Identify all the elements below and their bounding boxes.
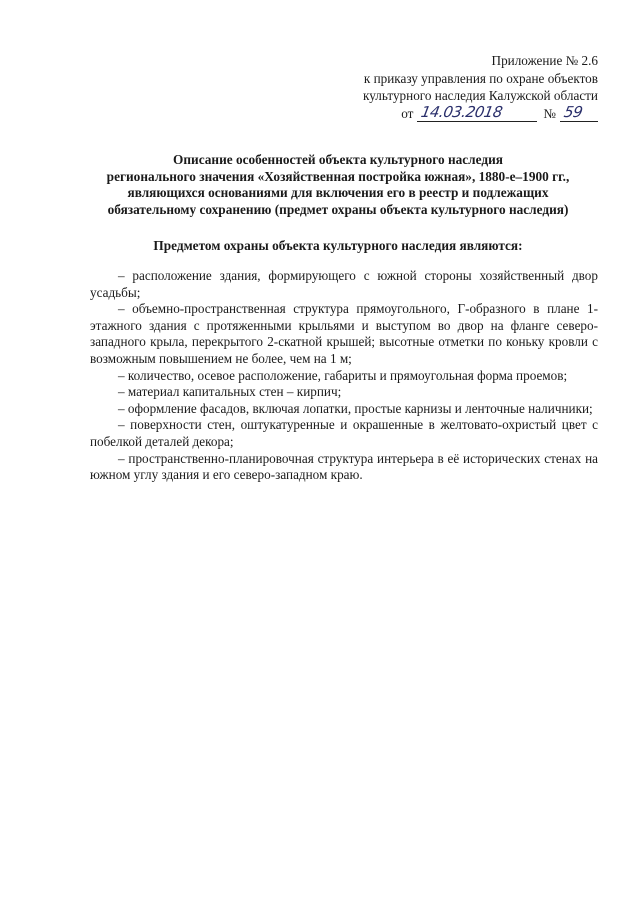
appendix-header: [330, 52, 598, 122]
number-prefix: №: [543, 105, 556, 121]
document-title: [80, 152, 596, 218]
date-blank: [417, 102, 537, 122]
title-line-1: Описание особенностей объекта культурного наследия: [173, 152, 503, 167]
list-item: – оформление фасадов, включая лопатки, простые карнизы и ленточные наличники;: [118, 400, 593, 416]
title-line-4: обязательному сохранению (предмет охраны объекта культурного наследия): [107, 201, 569, 217]
list-item: – объемно-пространственная структура прямоугольного, Г-образного в плане 1-этажного здания с протяженными крыльями и выступом во двор на фланге северо-западного крыла, перекрытого 2-скатной крышей; высотные отметки по коньку кровли с возможным повышением не более, чем на 1 м;: [90, 301, 598, 366]
date-number-line: [330, 102, 598, 123]
list-item: – материал капитальных стен – кирпич;: [118, 384, 342, 400]
number-blank: [560, 102, 598, 122]
title-line-3: являющихся основаниями для включения его в реестр и подлежащих: [127, 185, 549, 200]
list-item: – количество, осевое расположение, габариты и прямоугольная форма проемов;: [118, 367, 568, 383]
date-prefix: от: [401, 105, 414, 121]
protection-items-list: [90, 268, 598, 484]
appendix-number: Приложение № 2.6: [491, 53, 598, 68]
order-reference-line2: культурного наследия Калужской области: [363, 88, 598, 103]
handwritten-number: 59: [562, 102, 584, 121]
list-item: – поверхности стен, оштукатуренные и окрашенные в желтовато-охристый цвет с побелкой деталей декора;: [90, 417, 598, 449]
title-line-2: регионального значения «Хозяйственная постройка южная», 1880-е–1900 гг.,: [106, 168, 570, 184]
list-item: – пространственно-планировочная структура интерьера в её исторических стенах на южном углу здания и его северо-западном краю.: [90, 450, 598, 483]
order-reference-line1: к приказу управления по охране объектов: [363, 70, 598, 86]
list-item: – расположение здания, формирующего с южной стороны хозяйственный двор усадьбы;: [90, 268, 598, 300]
handwritten-date: 14.03.2018: [419, 102, 505, 121]
section-heading: Предметом охраны объекта культурного наследия являются:: [153, 238, 523, 253]
